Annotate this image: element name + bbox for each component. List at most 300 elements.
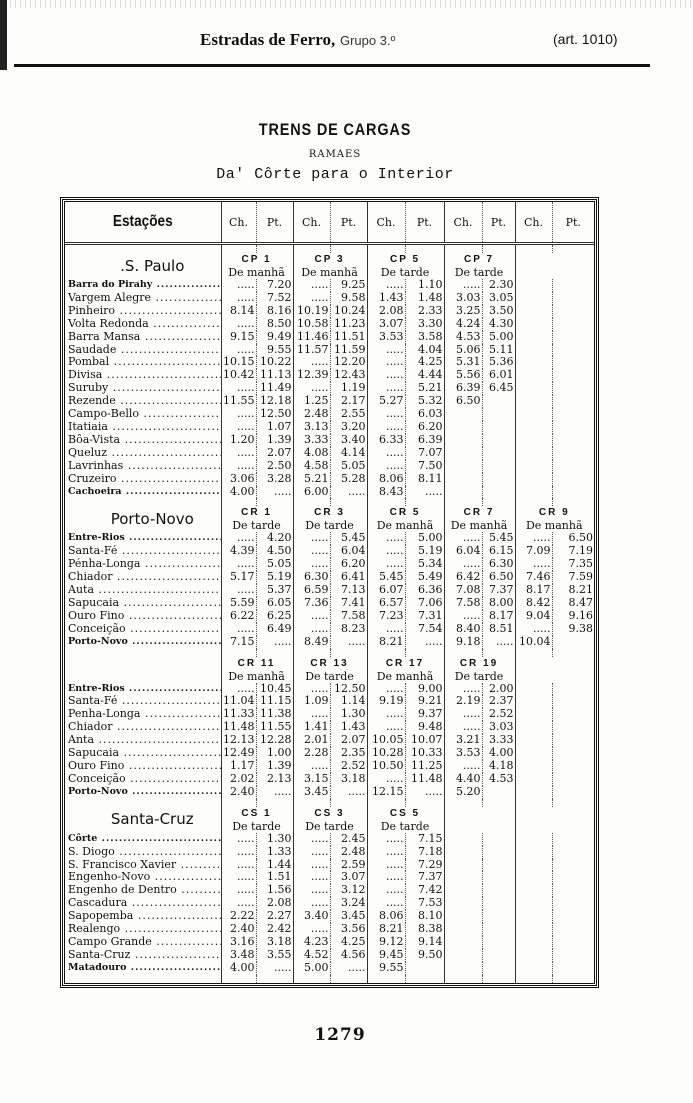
arrival-time: ..... xyxy=(444,279,482,292)
spacer-cell xyxy=(405,498,444,506)
arrival-time: 5.31 xyxy=(444,356,482,369)
spacer-cell xyxy=(482,498,515,506)
arrival-time: ..... xyxy=(293,558,330,571)
arrival-time: ..... xyxy=(293,356,330,369)
arrival-time: 3.06 xyxy=(221,473,256,486)
station-label: Entre-Rios ..... xyxy=(68,532,221,543)
arrival-time xyxy=(515,434,552,447)
arrival-time: ..... xyxy=(221,344,256,357)
arrival-time: 1.25 xyxy=(293,395,330,408)
departure-time: 5.49 xyxy=(405,571,444,584)
departure-time: 6.30 xyxy=(482,558,515,571)
departure-time xyxy=(482,473,515,486)
arrival-time: 11.33 xyxy=(223,708,255,721)
arrival-time: 10.28 xyxy=(367,747,405,760)
departure-time xyxy=(552,473,594,486)
station-name xyxy=(65,884,221,897)
arrival-time: 4.39 xyxy=(221,545,256,558)
station-row xyxy=(65,936,594,949)
station-name xyxy=(65,434,221,447)
arrival-time: ..... xyxy=(444,683,482,696)
arrival-time xyxy=(515,447,552,460)
departure-time: 5.00 xyxy=(405,532,444,545)
departure-time xyxy=(552,486,594,499)
spacer-cell xyxy=(256,244,293,254)
departure-time xyxy=(482,786,515,799)
departure-time: 7.07 xyxy=(405,447,444,460)
arrival-time xyxy=(515,962,552,975)
station-row xyxy=(65,695,594,708)
station-name xyxy=(65,833,221,846)
departure-time xyxy=(552,369,594,382)
train-period: De tarde xyxy=(367,266,444,279)
arrival-time: ..... xyxy=(221,532,256,545)
station-row xyxy=(65,434,594,447)
departure-time: 11.15 xyxy=(256,695,293,708)
arrival-time xyxy=(515,859,552,872)
departure-time xyxy=(552,447,594,460)
departure-time xyxy=(482,897,515,910)
departure-time: 10.45 xyxy=(256,683,293,696)
departure-time: 7.53 xyxy=(405,897,444,910)
departure-time xyxy=(552,897,594,910)
departure-time xyxy=(482,936,515,949)
spacer-cell xyxy=(221,799,256,807)
arrival-time: 3.33 xyxy=(293,434,330,447)
section-spacer xyxy=(65,498,594,506)
empty-train-cell xyxy=(515,807,594,820)
departure-time xyxy=(552,760,594,773)
spacer-cell xyxy=(256,649,293,657)
arrival-time: ..... xyxy=(221,884,256,897)
arrival-time: ..... xyxy=(367,279,405,292)
arrival-time: ..... xyxy=(367,623,405,636)
departure-time: 8.51 xyxy=(482,623,515,636)
departure-time xyxy=(552,884,594,897)
column-header-departure: Pt. xyxy=(405,202,444,244)
arrival-time xyxy=(515,884,552,897)
departure-time: 7.19 xyxy=(552,545,594,558)
departure-time: 8.47 xyxy=(552,597,594,610)
spacer-cell xyxy=(405,799,444,807)
station-name xyxy=(65,292,221,305)
station-label: Lavrinhas ..... xyxy=(68,460,221,472)
station-label: Cascadura ..... xyxy=(68,897,221,909)
arrival-time: 4.58 xyxy=(293,460,330,473)
arrival-time: ..... xyxy=(293,871,330,884)
train-code: CR 1 xyxy=(221,506,293,519)
station-name xyxy=(65,344,221,357)
departure-time xyxy=(552,786,594,799)
departure-time xyxy=(482,962,515,975)
departure-time: 3.33 xyxy=(482,734,515,747)
column-header-arrival: Ch. xyxy=(293,202,330,244)
station-row xyxy=(65,747,594,760)
train-period: De tarde xyxy=(293,519,367,532)
column-header-arrival: Ch. xyxy=(515,202,552,244)
arrival-time: ..... xyxy=(367,356,405,369)
departure-time: 7.59 xyxy=(552,571,594,584)
departure-time: 1.19 xyxy=(330,382,367,395)
arrival-time: 6.42 xyxy=(444,571,482,584)
arrival-time: ..... xyxy=(293,833,330,846)
station-row xyxy=(65,408,594,421)
departure-time: 6.50 xyxy=(552,532,594,545)
arrival-time: 8.42 xyxy=(515,597,552,610)
departure-time xyxy=(552,734,594,747)
arrival-time: ..... xyxy=(367,871,405,884)
departure-time: 6.25 xyxy=(256,610,293,623)
station-row xyxy=(65,871,594,884)
spacer-cell xyxy=(221,244,256,254)
arrival-time xyxy=(515,331,552,344)
station-row xyxy=(65,545,594,558)
train-period: De manhã xyxy=(444,519,515,532)
arrival-time: 10.15 xyxy=(223,356,255,369)
arrival-time xyxy=(515,846,552,859)
station-row xyxy=(65,331,594,344)
departure-time: 5.45 xyxy=(482,532,515,545)
departure-time xyxy=(552,460,594,473)
departure-time: 7.37 xyxy=(482,584,515,597)
departure-time xyxy=(552,871,594,884)
train-period: De manhã xyxy=(221,266,293,279)
arrival-time: 8.49 xyxy=(293,636,330,649)
spacer-cell xyxy=(405,244,444,254)
arrival-time xyxy=(515,695,552,708)
departure-time xyxy=(552,721,594,734)
departure-time xyxy=(552,833,594,846)
arrival-time: 10.58 xyxy=(293,318,330,331)
arrival-time: ..... xyxy=(221,279,256,292)
arrival-time: ..... xyxy=(367,408,405,421)
departure-time: 8.21 xyxy=(552,584,594,597)
spacer-cell xyxy=(367,649,405,657)
departure-time: 9.55 xyxy=(256,344,293,357)
station-row xyxy=(65,846,594,859)
departure-time: 9.00 xyxy=(405,683,444,696)
departure-time xyxy=(552,292,594,305)
arrival-time: ..... xyxy=(221,859,256,872)
arrival-time: ..... xyxy=(221,447,256,460)
departure-time: 2.52 xyxy=(482,708,515,721)
spacer-cell xyxy=(367,975,405,983)
arrival-time: ..... xyxy=(367,545,405,558)
station-name xyxy=(65,395,221,408)
arrival-time: 2.28 xyxy=(293,747,330,760)
departure-time: 11.25 xyxy=(405,760,444,773)
station-name xyxy=(65,610,221,623)
arrival-time: 8.14 xyxy=(221,305,256,318)
station-row xyxy=(65,721,594,734)
station-row xyxy=(65,558,594,571)
departure-time: 7.06 xyxy=(405,597,444,610)
station-row xyxy=(65,910,594,923)
station-label: Cruzeiro ..... xyxy=(68,473,221,485)
departure-time: 2.33 xyxy=(405,305,444,318)
arrival-time: ..... xyxy=(367,884,405,897)
spacer-cell xyxy=(515,244,552,254)
departure-time: 7.37 xyxy=(405,871,444,884)
arrival-time: 3.53 xyxy=(367,331,405,344)
arrival-time: ..... xyxy=(293,846,330,859)
arrival-time xyxy=(444,910,482,923)
station-name xyxy=(65,571,221,584)
departure-time xyxy=(552,318,594,331)
arrival-time: 10.42 xyxy=(223,369,255,382)
departure-time: 12.28 xyxy=(256,734,293,747)
departure-time: 11.55 xyxy=(256,721,293,734)
departure-time: 7.41 xyxy=(330,597,367,610)
departure-time: 1.51 xyxy=(256,871,293,884)
arrival-time: ..... xyxy=(367,460,405,473)
arrival-time: 2.22 xyxy=(221,910,256,923)
arrival-time: 5.59 xyxy=(221,597,256,610)
spacer-cell xyxy=(482,649,515,657)
empty-train-cell xyxy=(515,670,594,683)
departure-time: 11.13 xyxy=(256,369,293,382)
empty-train-cell xyxy=(444,807,515,820)
arrival-time: 6.07 xyxy=(367,584,405,597)
arrival-time: 3.40 xyxy=(293,910,330,923)
station-row xyxy=(65,305,594,318)
departure-time: 5.00 xyxy=(482,331,515,344)
arrival-time: ..... xyxy=(515,558,552,571)
arrival-time: 2.08 xyxy=(367,305,405,318)
station-name xyxy=(65,382,221,395)
station-row xyxy=(65,623,594,636)
spacer-cell xyxy=(330,244,367,254)
station-label: Engenho de Dentro ..... xyxy=(68,884,221,896)
departure-time: 1.07 xyxy=(256,421,293,434)
departure-time: 2.42 xyxy=(256,923,293,936)
departure-time xyxy=(482,949,515,962)
arrival-time xyxy=(444,447,482,460)
arrival-time: ..... xyxy=(293,610,330,623)
arrival-time: 6.00 xyxy=(293,486,330,499)
spacer-cell xyxy=(482,975,515,983)
arrival-time xyxy=(515,382,552,395)
arrival-time: ..... xyxy=(367,382,405,395)
station-row xyxy=(65,344,594,357)
station-name xyxy=(65,473,221,486)
arrival-time: ..... xyxy=(293,532,330,545)
direction-caption: Da' Côrte para o Interior xyxy=(216,166,454,183)
arrival-time: 3.45 xyxy=(293,786,330,799)
departure-time xyxy=(482,408,515,421)
station-row xyxy=(65,382,594,395)
arrival-time: ..... xyxy=(367,773,405,786)
arrival-time: 3.48 xyxy=(221,949,256,962)
spacer-cell xyxy=(65,649,221,657)
station-name xyxy=(65,545,221,558)
column-header-departure: Pt. xyxy=(552,202,594,244)
station-name xyxy=(65,871,221,884)
train-header-row xyxy=(65,807,594,820)
arrival-time xyxy=(515,318,552,331)
departure-time xyxy=(482,884,515,897)
section-name xyxy=(65,657,221,683)
spacer-cell xyxy=(405,975,444,983)
departure-time: 9.37 xyxy=(405,708,444,721)
departure-time xyxy=(482,486,515,499)
departure-time: 2.35 xyxy=(330,747,367,760)
station-name xyxy=(65,421,221,434)
arrival-time: 4.52 xyxy=(293,949,330,962)
arrival-time xyxy=(515,747,552,760)
spacer-cell xyxy=(552,498,594,506)
arrival-time: 7.15 xyxy=(221,636,256,649)
scan-noise xyxy=(0,0,693,8)
train-code: CR 5 xyxy=(367,506,444,519)
arrival-time xyxy=(444,897,482,910)
departure-time: 2.45 xyxy=(330,833,367,846)
arrival-time: ..... xyxy=(367,846,405,859)
departure-time: 11.59 xyxy=(330,344,367,357)
timetable-body xyxy=(65,244,594,983)
station-label: Entre-Rios ..... xyxy=(68,683,221,694)
spacer-cell xyxy=(552,244,594,254)
station-label: Sapopemba ..... xyxy=(68,910,221,922)
departure-time: 5.37 xyxy=(256,584,293,597)
departure-time: 4.18 xyxy=(482,760,515,773)
section-name: Porto-Novo xyxy=(110,509,194,528)
station-name xyxy=(65,747,221,760)
arrival-time: 2.48 xyxy=(293,408,330,421)
arrival-time: 4.53 xyxy=(444,331,482,344)
arrival-time: 4.00 xyxy=(221,486,256,499)
departure-time xyxy=(552,421,594,434)
departure-time: ..... xyxy=(256,786,293,799)
arrival-time: ..... xyxy=(221,292,256,305)
departure-time: 5.36 xyxy=(482,356,515,369)
departure-time xyxy=(552,962,594,975)
station-name xyxy=(65,447,221,460)
departure-time: 12.50 xyxy=(330,683,367,696)
station-row xyxy=(65,786,594,799)
station-label: Campo Grande ..... xyxy=(68,936,221,948)
arrival-time xyxy=(444,460,482,473)
station-row xyxy=(65,683,594,696)
departure-time: 2.37 xyxy=(482,695,515,708)
departure-time: 1.48 xyxy=(405,292,444,305)
empty-train-cell xyxy=(515,820,594,833)
departure-time: 1.10 xyxy=(405,279,444,292)
station-row xyxy=(65,597,594,610)
departure-time: ..... xyxy=(330,636,367,649)
departure-time: 9.21 xyxy=(405,695,444,708)
arrival-time: 5.00 xyxy=(293,962,330,975)
station-label: Divisa ..... xyxy=(68,369,221,381)
arrival-time xyxy=(444,884,482,897)
departure-time: 9.48 xyxy=(405,721,444,734)
departure-time: 9.58 xyxy=(330,292,367,305)
arrival-time xyxy=(444,434,482,447)
station-row xyxy=(65,859,594,872)
station-label: S. Diogo ..... xyxy=(68,846,221,858)
departure-time xyxy=(552,910,594,923)
train-header-row xyxy=(65,657,594,670)
spacer-cell xyxy=(293,975,330,983)
departure-time: 6.20 xyxy=(405,421,444,434)
departure-time: 2.07 xyxy=(256,447,293,460)
station-label: Porto-Novo ..... xyxy=(68,786,221,797)
departure-time xyxy=(482,421,515,434)
station-label: Rezende ..... xyxy=(68,395,221,407)
departure-time: 6.05 xyxy=(256,597,293,610)
departure-time xyxy=(552,695,594,708)
arrival-time: 11.48 xyxy=(223,721,255,734)
departure-time xyxy=(482,871,515,884)
arrival-time: 10.50 xyxy=(367,760,405,773)
departure-time: 1.39 xyxy=(256,434,293,447)
arrival-time xyxy=(515,292,552,305)
arrival-time: 5.17 xyxy=(221,571,256,584)
departure-time: 2.59 xyxy=(330,859,367,872)
station-row xyxy=(65,584,594,597)
departure-time: 7.15 xyxy=(405,833,444,846)
arrival-time: ..... xyxy=(221,584,256,597)
departure-time xyxy=(552,408,594,421)
arrival-time: 4.08 xyxy=(293,447,330,460)
departure-time: ..... xyxy=(405,786,444,799)
arrival-time: 9.15 xyxy=(221,331,256,344)
station-label: Cachoeira ..... xyxy=(68,486,221,497)
departure-time: 8.50 xyxy=(256,318,293,331)
departure-time: 7.52 xyxy=(256,292,293,305)
station-label: Queluz ..... xyxy=(68,447,221,459)
station-row xyxy=(65,897,594,910)
departure-time: 3.58 xyxy=(405,331,444,344)
header-rule xyxy=(14,64,650,67)
page-subtitle: RAMAES xyxy=(308,149,362,160)
arrival-time: ..... xyxy=(367,683,405,696)
arrival-time xyxy=(515,683,552,696)
arrival-time: 11.57 xyxy=(293,344,330,357)
departure-time: 10.33 xyxy=(405,747,444,760)
arrival-time: 6.33 xyxy=(367,434,405,447)
station-row xyxy=(65,610,594,623)
arrival-time: ..... xyxy=(293,623,330,636)
departure-time: ..... xyxy=(330,962,367,975)
departure-time: 5.21 xyxy=(405,382,444,395)
arrival-time: 1.41 xyxy=(293,721,330,734)
arrival-time: 9.12 xyxy=(367,936,405,949)
spacer-cell xyxy=(444,975,482,983)
departure-time: 9.38 xyxy=(552,623,594,636)
departure-time: 5.19 xyxy=(256,571,293,584)
arrival-time: ..... xyxy=(515,623,552,636)
departure-time xyxy=(552,636,594,649)
section-name: Santa-Cruz xyxy=(110,810,194,829)
departure-time: 6.15 xyxy=(482,545,515,558)
departure-time xyxy=(482,460,515,473)
arrival-time: 10.19 xyxy=(293,305,330,318)
departure-time: 11.49 xyxy=(256,382,293,395)
departure-time: 4.00 xyxy=(482,747,515,760)
arrival-time: ..... xyxy=(515,532,552,545)
departure-time xyxy=(552,331,594,344)
departure-time: 4.25 xyxy=(330,936,367,949)
departure-time xyxy=(482,434,515,447)
station-name xyxy=(65,584,221,597)
arrival-time: ..... xyxy=(221,897,256,910)
spacer-cell xyxy=(256,498,293,506)
station-row xyxy=(65,395,594,408)
departure-time xyxy=(552,279,594,292)
arrival-time xyxy=(444,859,482,872)
departure-time: 8.00 xyxy=(482,597,515,610)
